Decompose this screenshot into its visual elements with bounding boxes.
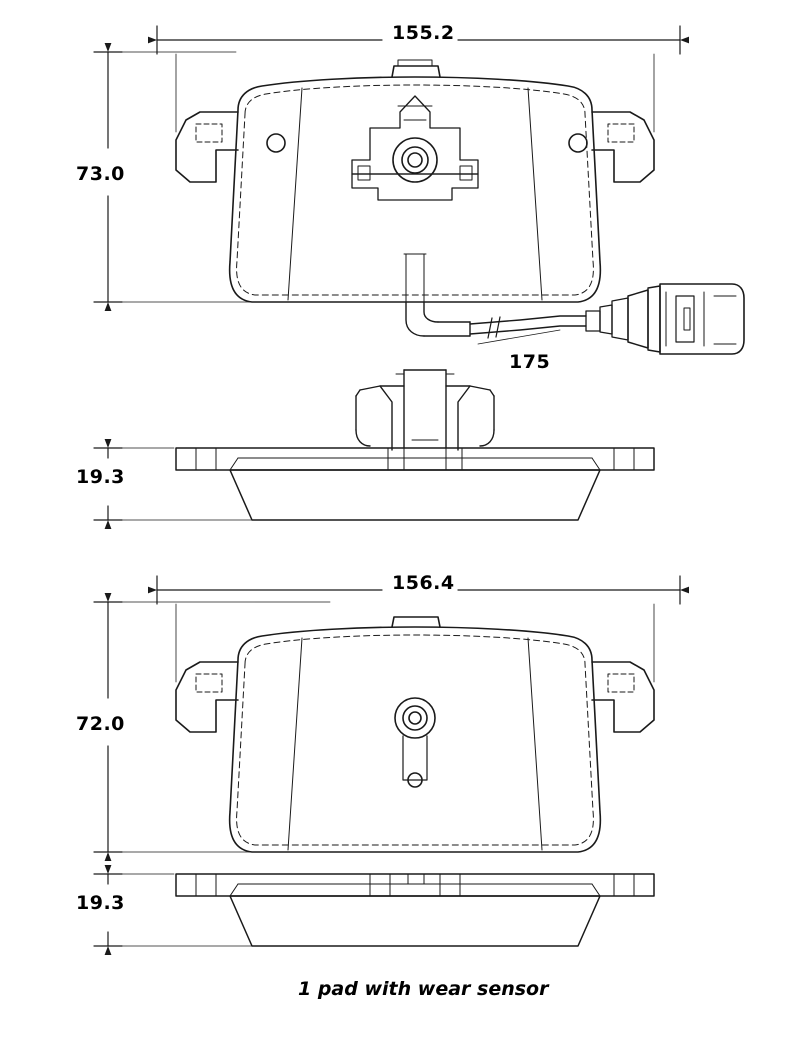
dimension-label-pad1-height: 73.0 — [76, 163, 125, 185]
pad-plain-outline — [176, 617, 654, 852]
dimension-label-pad2-width: 156.4 — [392, 572, 455, 594]
dim-pad2-height — [94, 602, 330, 852]
dim-pad1-thickness — [94, 448, 300, 520]
dimension-label-pad2-thickness: 19.3 — [76, 892, 125, 914]
dimension-label-pad1-width: 155.2 — [392, 22, 455, 44]
pad-plain-side-view — [176, 874, 654, 946]
dimension-label-sensor-length: 175 — [509, 351, 551, 373]
pad-with-sensor-outline — [176, 60, 654, 336]
drawing-caption: 1 pad with wear sensor — [298, 978, 549, 1000]
dim-pad2-thickness — [94, 874, 300, 946]
wear-sensor-connector — [424, 284, 744, 354]
dimension-label-pad2-height: 72.0 — [76, 713, 125, 735]
pad-with-sensor-side-view — [176, 370, 654, 520]
dimension-label-pad1-thickness: 19.3 — [76, 466, 125, 488]
